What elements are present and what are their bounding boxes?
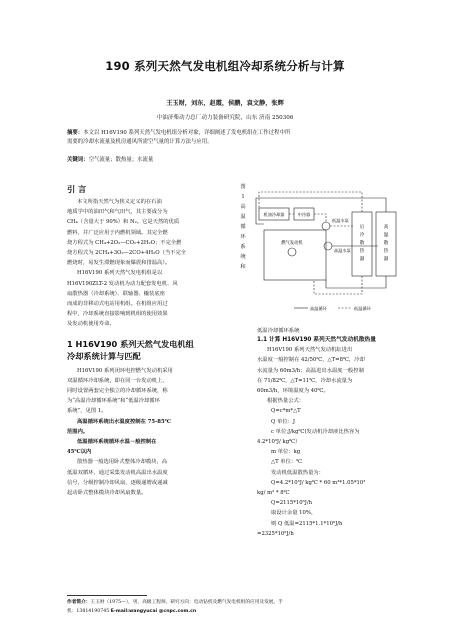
intro-section (67, 183, 217, 498)
paper-title: 190 系列天然气发电机组冷却系统分析与计算 (105, 59, 345, 73)
abstract-line: 需要的冷却水流量及机房通风所需空气量的计算方法与应用。 (67, 139, 213, 145)
text-line: Q 单位：J (271, 418, 296, 425)
radiator-label-char: 器 (383, 257, 389, 262)
cooling-system-diagram (254, 184, 400, 322)
text-line: Q=2115*10⁶J/h (271, 500, 313, 507)
text-line: 水流量为 60m3/h；高温进出水温度一般控制 (257, 367, 364, 374)
text-line: 则 Q 低温=2115*1.1*10⁶J/h (271, 520, 343, 527)
high-temp-pipe (326, 276, 386, 288)
text-line: 烧方程式为 CH₄+2O₂—CO₂+2H₂O；不完全燃 (67, 239, 182, 246)
text-line: 同时设置两套完全独立的冷却循环系统，称 (67, 388, 168, 395)
email-link[interactable]: E-mail:wangyucai @cnpc.com.cn (110, 609, 197, 614)
text-line: 取设计余量 10%， (271, 510, 317, 517)
pump-icon (288, 248, 296, 256)
low-temp-pump-icon (322, 222, 330, 230)
keywords (67, 155, 387, 163)
legend-high-label: 高温循环 (310, 306, 327, 311)
high-temp-radiator-label (384, 223, 389, 262)
text-line: 在 71/82℃，△T=11℃，冷却水流量为 (257, 377, 353, 384)
paragraph (67, 457, 217, 498)
section-heading: 引 言 (67, 184, 87, 194)
keywords-text: 空气流量；散热量；水流量 (88, 157, 154, 163)
text-line: 45℃以内 (67, 449, 92, 456)
text-line: 高温循环系统出水温度控制在 75-85℃ (77, 418, 171, 425)
text-line: 为“高温冷却循环系统”和“低温冷却循环 (67, 398, 160, 405)
text-line: 信号，分级控制冷却风扇，逐级递增或递减 (67, 479, 168, 486)
low-temp-pipe (259, 192, 362, 212)
formula-block (257, 406, 397, 539)
section-1-1 (257, 326, 397, 539)
text-line: =2325*10⁶J/h (257, 530, 294, 537)
high-temp-pump-icon (324, 242, 332, 250)
text-line: 系统”，见图 1。 (67, 408, 107, 415)
text-line: 1 H16V190 系列天然气发电机组 (67, 338, 194, 349)
text-line: 和 (240, 264, 246, 270)
radiator-label-char: 散 (359, 241, 365, 246)
text-line: 范围内。 (67, 428, 89, 435)
text-line: 1 (241, 194, 245, 200)
keywords-label: 关键词： (67, 157, 89, 163)
text-line: 4.2*10³J/ kg℃） (257, 439, 301, 446)
text-line: 60m3/h，环境温度为 40℃。 (257, 388, 329, 395)
formula-title: 根据热量公式： (267, 398, 305, 405)
text-line: 及发动机使用寿命。 (67, 321, 115, 328)
radiator-label-char: 高 (383, 225, 389, 230)
text-line: △T 单位：℃ (271, 459, 303, 466)
low-temp-pipe (314, 214, 326, 222)
intercooler-label: 中冷器 (297, 212, 311, 217)
text-line: H16V190 系列天然气发电机组是以 (77, 270, 163, 277)
paragraph (67, 417, 217, 437)
text-line: 循 (240, 224, 246, 230)
abstract-line: 本文以 H16V190 系列天然气发电机组分析对象，详细阐述了发电机组在工作过程中所 (83, 130, 291, 136)
text-line: 温 (240, 214, 246, 220)
radiator-label-char: 散 (383, 241, 389, 246)
text-line: 发动机低温散热量为： (271, 469, 324, 476)
oil-cooler-label: 机油冷却器 (263, 212, 285, 217)
text-line: H16V190 系列闭环电控燃气发动机采用 (77, 367, 173, 374)
radiator-label-char: 后 (359, 225, 365, 230)
abstract (67, 129, 387, 147)
text-line: 扇散热器（冷却系统）、联轴器、橇装底座 (67, 290, 165, 297)
text-line: 本文所指天然气为狭义定义的在石油 (77, 199, 162, 205)
paragraph (67, 197, 217, 268)
text-line: 冷却系统计算与匹配 (67, 350, 141, 361)
text-line: 双温循环冷却系统，即在同一台发动机上， (67, 377, 168, 384)
abstract-label: 摘要： (67, 130, 84, 136)
footnote-text: 王玉财（1975—），男，高级工程师，研究方向：电动钻机及燃气发电机组的应用及发展。手 (90, 600, 283, 605)
text-line: Q=c*m*△T (271, 408, 301, 415)
text-line: 燃烧时，易发生滞燃现象而爆震和排温高）。 (67, 260, 171, 267)
footnote-rule (67, 595, 147, 596)
text-line: 程中，冷却系统直接影响到机组的使用效果 (67, 311, 168, 318)
author-list: 王玉财，刘东，赵霞，侯鹏，袁文静，张辉 (166, 100, 284, 107)
text-line: 而成的非移动式电站用机组。在机组应用过 (67, 301, 168, 308)
text-line: 燃料，并广泛应用于内燃机领域。其完全燃 (67, 229, 168, 236)
affiliation: 中油济柴动力总厂动力装备研究院，山东 济南 250306 (156, 115, 294, 121)
low-temp-pump-label: 低温水泵 (332, 218, 349, 223)
text-line: 起动卧式整体模块冷却风扇数量。 (67, 490, 147, 497)
paragraph (67, 437, 217, 457)
radiator-label-char: 器 (359, 257, 365, 262)
footnote-text: 机：13814190745 (67, 609, 110, 614)
radiator-label-char: 冷 (359, 233, 365, 238)
text-line: 系 (240, 244, 246, 250)
low-temp-pipe (314, 276, 362, 294)
text-line: c 单位:J/kg℃(发动机冷却液比热容为 (271, 428, 360, 435)
text-line: H16V190 系列天然气发动机缸进出 (267, 347, 353, 354)
text-line: 环 (240, 234, 246, 240)
subsection-heading: 1.1 计算 H16V190 系列天然气发动机散热量 (257, 337, 376, 344)
text-line: H16V190ZLT-2 发动机为动力配套发电机、风 (67, 280, 178, 287)
text-line: 水温度一般控制在 42/50℃，△T=8℃，冷却 (257, 357, 365, 364)
paragraph (67, 268, 217, 329)
text-line: Q=4.2*10³J/ kg℃ * 60 m³*1.05*10³ (271, 479, 366, 486)
text-line: 高 (240, 204, 246, 210)
footnote-label: 作者简介： (67, 600, 91, 605)
paragraph (257, 345, 397, 396)
figure-caption: 低温冷却循环系统 (257, 328, 300, 334)
high-temp-pump-label: 高温水泵 (334, 248, 351, 253)
legend-low-label: 低温循环 (354, 306, 371, 311)
text-line: 图 (240, 184, 246, 190)
text-line: 散热器一般选用卧式整体冷却模块，高 (77, 459, 168, 466)
text-line: 地质学中的油田气和气田气，其主要成分为 (67, 209, 168, 216)
text-line: CH₄（含量大于 90%）和 N₂。它是天然的优质 (67, 219, 180, 226)
low-temp-radiator-label (360, 223, 365, 262)
text-line: 统 (240, 254, 246, 260)
engine-label: 燃气发动机 (281, 241, 303, 246)
text-line: 低温循环系统循环水温－般控制在 (77, 439, 157, 446)
text-line: kg/ m³ * 8℃ (257, 490, 290, 497)
paragraph (67, 366, 217, 417)
radiator-label-char: 热 (383, 249, 389, 254)
text-line: 烧方程式为 2CH₄+3O₂—2CO+4H₂O（当不完全 (67, 250, 187, 257)
text-line: m 单位：kg (271, 449, 301, 456)
text-line: 低温双循环，通过采集发动机高温出水温度 (67, 469, 168, 476)
section-heading (67, 338, 217, 362)
figure-side-label (238, 182, 248, 272)
author-footnote (67, 598, 387, 616)
radiator-label-char: 温 (383, 233, 389, 238)
radiator-label-char: 热 (359, 249, 365, 254)
